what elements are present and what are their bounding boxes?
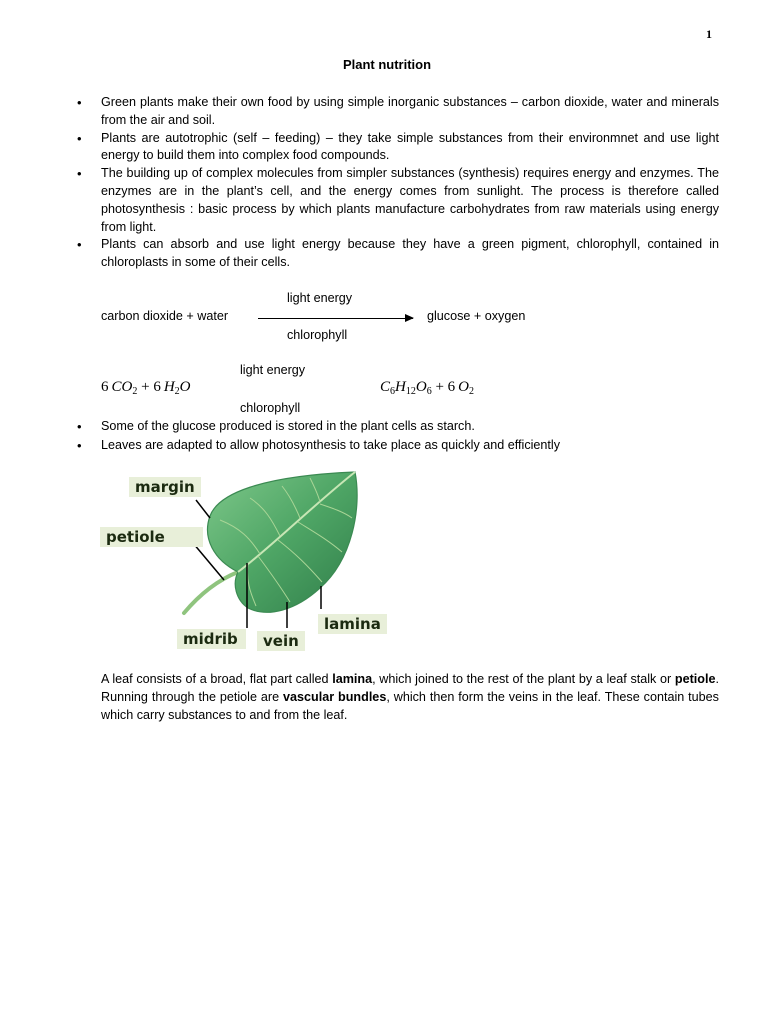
label-margin: margin xyxy=(129,477,201,497)
page-title: Plant nutrition xyxy=(342,57,432,72)
word-equation-reactants: carbon dioxide + water xyxy=(101,309,229,323)
list-item: • Green plants make their own food by using simple inorganic substances – carbon dioxide, water and minerals from the air and soil. xyxy=(101,94,719,130)
label-petiole: petiole xyxy=(100,527,203,547)
word-equation-condition-chlorophyll: chlorophyll xyxy=(287,328,348,342)
list-item: • Some of the glucose produced is stored in the plant cells as starch. xyxy=(101,418,719,436)
leaf-diagram xyxy=(100,468,380,660)
chemical-equation-products: $C_6H_{12}O_6 + 6$ $O_2$ xyxy=(380,379,475,397)
list-item: • Leaves are adapted to allow photosynthesis to take place as quickly and efficiently xyxy=(101,437,719,455)
list-item: • Plants can absorb and use light energy because they have a green pigment, chlorophyll, contained in chloroplasts in some of their cells. xyxy=(101,236,719,272)
bullet-list-intro xyxy=(101,94,719,272)
word-equation-condition-light: light energy xyxy=(287,291,353,305)
label-lamina: lamina xyxy=(318,614,387,634)
page-number: 1 xyxy=(706,27,712,41)
term-petiole: petiole xyxy=(674,672,716,686)
term-vascular-bundles: vascular bundles xyxy=(283,689,387,704)
label-vein: vein xyxy=(257,631,305,651)
chemical-equation-reactants: 6 $CO_2 + 6$ $H_2O$ xyxy=(101,379,191,397)
equation-arrowhead xyxy=(405,314,414,322)
leaf-blade xyxy=(208,472,358,612)
bullet-list-leaf xyxy=(101,418,719,455)
paragraph-text: , which then form the veins in the leaf. These contain tubes which carry substances to and from the leaf. xyxy=(101,689,719,722)
paragraph-text: . Running through the petiole are xyxy=(101,672,719,704)
equation-arrow xyxy=(258,318,413,319)
leaf-stalk xyxy=(184,572,238,613)
label-midrib: midrib xyxy=(177,629,246,649)
term-lamina: lamina xyxy=(332,672,373,686)
chemical-equation-condition-light: light energy xyxy=(240,363,306,377)
list-item: • Plants are autotrophic (self – feeding) – they take simple substances from their environmnet and use light energy to build them into complex food compounds. xyxy=(101,130,719,166)
word-equation-products: glucose + oxygen xyxy=(427,309,526,323)
list-item: • The building up of complex molecules from simpler substances (synthesis) requires energy and enzymes. The enzymes are in the plant’s cell, and the energy comes from sunlight. The process is therefore called photosynthesis : basic process by which plants manufacture carbohydrates from raw materials using energy from light. xyxy=(101,165,719,236)
chemical-equation-condition-chlorophyll: chlorophyll xyxy=(240,401,301,415)
leaf-description-paragraph xyxy=(101,671,719,724)
paragraph-text: A leaf consists of a broad, flat part called xyxy=(101,672,333,686)
paragraph-text: , which joined to the rest of the plant by a leaf stalk or xyxy=(372,672,675,686)
